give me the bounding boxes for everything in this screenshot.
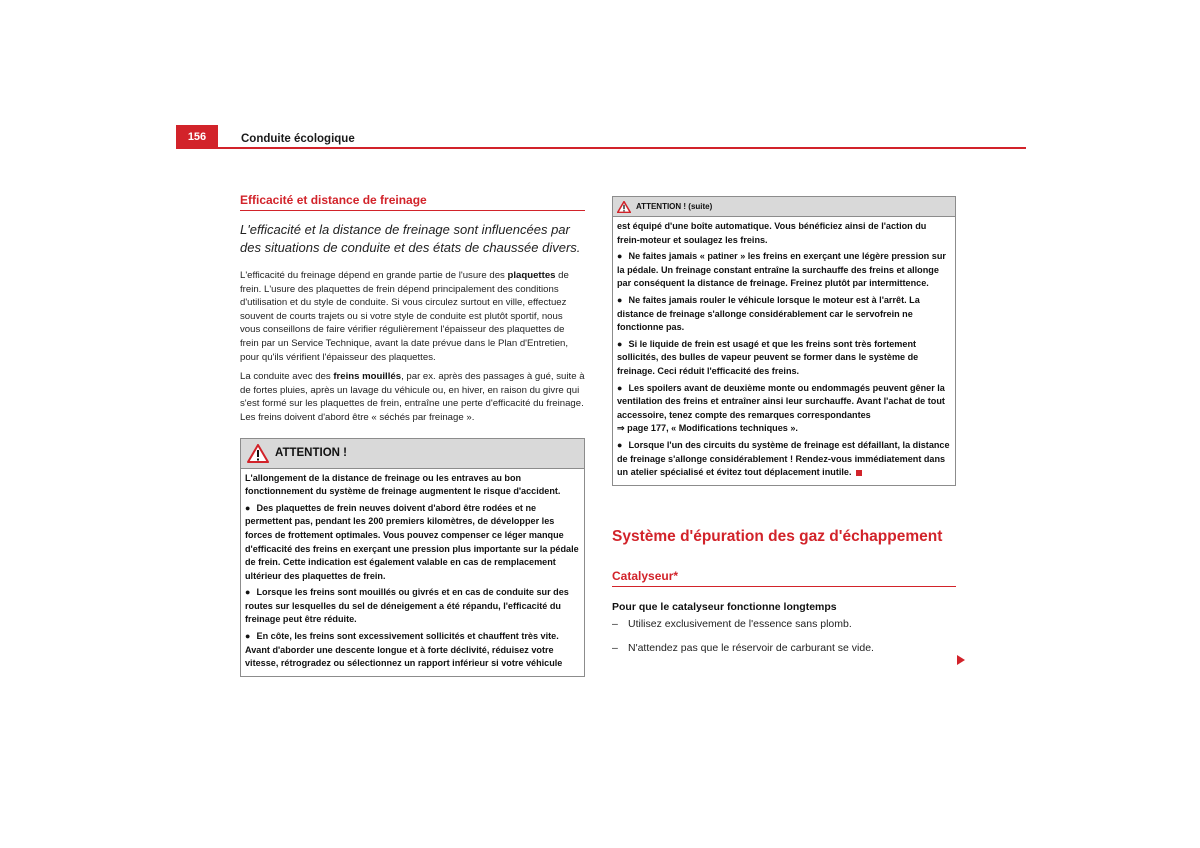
bullet-icon: ● <box>617 439 623 450</box>
paragraph-pads: L'efficacité du freinage dépend en grande partie de l'usure des plaquettes de frein. L'usure des plaquettes de frein dépend principalement des conditions d'utilisation et du style de conduite. Si vous circulez surtout en ville, effectuez souvent de courts trajets ou si votre style de conduite est plutôt sportif, nous vous conseillons de faire vérifier régulièrement l'épaisseur des plaquettes de frein par un Service Technique, avant la date prévue dans le Plan d'Entretien, pour qu'ils vérifient l'épaisseur des plaquettes. <box>240 270 569 363</box>
warning-header <box>241 439 584 469</box>
dash-marker: – <box>612 641 618 654</box>
warning-header-continued <box>613 197 955 217</box>
bullet-icon: ● <box>617 294 623 305</box>
end-square-icon <box>856 470 862 476</box>
bullet-icon: ● <box>617 338 623 349</box>
warning-item: ● Ne faites jamais rouler le véhicule lorsque le moteur est à l'arrêt. La distance de freinage s'allonge considérablement car le servofrein ne fonctionne pas. <box>617 294 920 333</box>
lead-paragraph: L'efficacité et la distance de freinage sont influencées par des situations de conduite et des états de chaussée divers. <box>240 222 581 255</box>
bullet-icon: ● <box>617 382 623 393</box>
warning-item: ● Si le liquide de frein est usagé et que les freins sont très fortement sollicités, des bulles de vapeur peuvent se former dans le système de freinage. Ceci réduit l'efficacité des freins. <box>617 338 919 376</box>
right-column <box>612 196 956 665</box>
warning-item: ● Lorsque l'un des circuits du système de freinage est défaillant, la distance de freinage s'allonge considérablement ! Rendez-vous immédiatement dans un atelier spécialisé et évitez tout déplacement inutile. <box>617 439 950 478</box>
next-page-arrow-icon <box>957 655 965 665</box>
warning-intro: L'allongement de la distance de freinage ou les entraves au bon fonctionnement du système de freinage augmentent le risque d'accident. <box>245 472 561 497</box>
warning-intro: est équipé d'une boîte automatique. Vous bénéficiez ainsi de l'action du frein-moteur et soulagez les freins. <box>617 221 927 245</box>
warning-item: ● Les spoilers avant de deuxième monte ou endommagés peuvent gêner la ventilation des freins et entraîner ainsi leur surchauffe. Avant l'achat de tout accessoire, tenez compte des remarques correspondantes ⇒ page 177, « Modifications techniques ». <box>617 382 945 434</box>
running-title: Conduite écologique <box>241 133 355 145</box>
header-rule <box>218 147 1026 149</box>
list-item: – Utilisez exclusivement de l'essence sans plomb. <box>612 617 852 630</box>
warning-title-continued: ATTENTION ! (suite) <box>636 202 713 211</box>
bullet-icon: ● <box>245 631 251 642</box>
page-number: 156 <box>176 125 218 149</box>
bullet-icon: ● <box>245 587 251 598</box>
dash-marker: – <box>612 617 618 630</box>
warning-body-continued <box>613 217 955 485</box>
warning-triangle-icon <box>247 444 269 463</box>
warning-box <box>240 438 585 677</box>
page-reference-link[interactable]: ⇒ page 177, « Modifications techniques ». <box>617 423 798 434</box>
warning-item: ● Lorsque les freins sont mouillés ou givrés et en cas de conduite sur des routes sur lesquelles du sel de déneigement a été répandu, l'efficacité du freinage peut être réduite. <box>245 587 569 625</box>
warning-title: ATTENTION ! <box>275 447 347 460</box>
left-column <box>240 193 585 677</box>
bullet-icon: ● <box>245 502 251 513</box>
bullet-icon: ● <box>617 251 623 262</box>
catalyst-heading: Pour que le catalyseur fonctionne longtemps <box>612 600 837 613</box>
paragraph-wet-brakes: La conduite avec des freins mouillés, par ex. après des passages à gué, suite à de fortes pluies, après un lavage du véhicule ou, en hiver, en raison du givre qui s'est formé sur les plaquettes de frein, entraîne une perte d'efficacité du freinage. Les freins doivent d'abord être « séchés par freinage ». <box>240 371 585 423</box>
warning-box-continued <box>612 196 956 486</box>
warning-item: ● Ne faites jamais « patiner » les freins en exerçant une légère pression sur la pédale. Un freinage constant entraîne la surchauffe des freins et allonge par conséquent la distance de freinage. Freinez plutôt par intermittence. <box>617 251 946 289</box>
section-heading-braking: Efficacité et distance de freinage <box>240 193 585 211</box>
warning-item: ● Des plaquettes de frein neuves doivent d'abord être rodées et ne permettent pas, pendant les 200 premiers kilomètres, de développer les forces de frottement optimales. Vous pouvez compenser ce léger manque d'efficacité des freins en exerçant une pression plus importante sur la pédale de frein. Cette indication est également valable en cas de remplacement ultérieur des plaquettes de frein. <box>245 502 579 581</box>
section-title-exhaust: Système d'épuration des gaz d'échappement <box>612 527 943 545</box>
warning-item: ● En côte, les freins sont excessivement sollicités et chauffent très vite. Avant d'aborder une descente longue et à forte déclivité, réduisez votre vitesse, rétrogradez ou sélectionnez un rapport inférieur si votre véhicule <box>245 631 563 669</box>
subsection-title-catalyst: Catalyseur* <box>612 569 956 587</box>
warning-triangle-icon <box>617 201 631 213</box>
list-item: – N'attendez pas que le réservoir de carburant se vide. <box>612 641 874 654</box>
warning-body <box>241 469 584 676</box>
